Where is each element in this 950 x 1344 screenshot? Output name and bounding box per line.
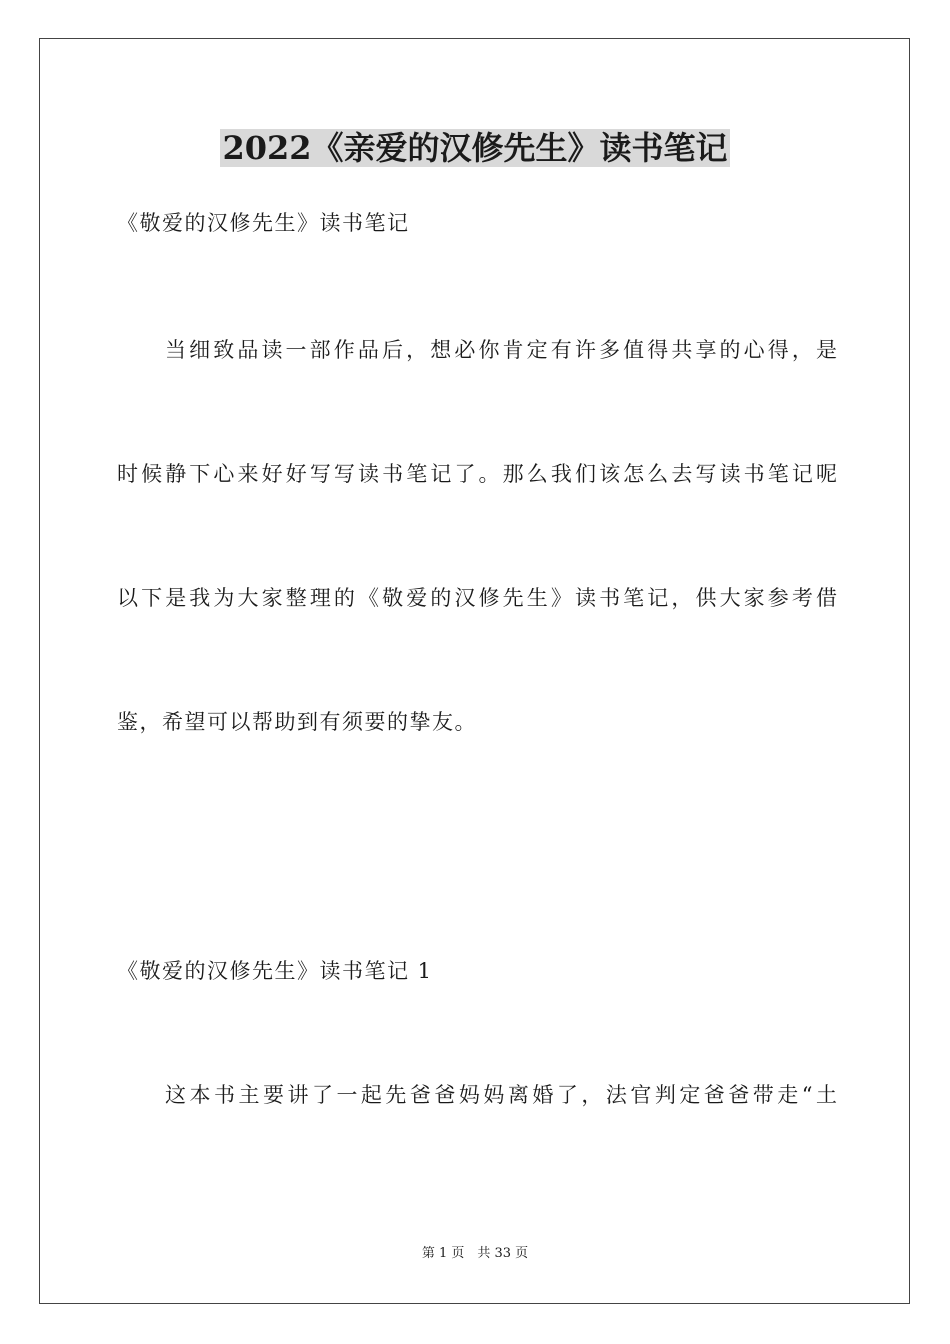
intro-line-3: 以下是我为大家整理的《敬爱的汉修先生》读书笔记，供大家参考借 <box>117 586 837 610</box>
document-title-text: 2022《亲爱的汉修先生》读书笔记 <box>222 129 728 167</box>
intro-line-4: 鉴，希望可以帮助到有须要的挚友。 <box>117 710 477 734</box>
subtitle: 《敬爱的汉修先生》读书笔记 <box>117 211 410 235</box>
section-heading: 《敬爱的汉修先生》读书笔记 1 <box>117 959 433 983</box>
section-line-1: 这本书主要讲了一起先爸爸妈妈离婚了，法官判定爸爸带走“土 <box>165 1083 837 1107</box>
intro-line-2: 时候静下心来好好写写读书笔记了。那么我们该怎么去写读书笔记呢 <box>117 462 837 486</box>
document-title <box>0 126 950 170</box>
page-number: 第 1 页 共 33 页 <box>421 1246 529 1261</box>
intro-line-1: 当细致品读一部作品后，想必你肯定有许多值得共享的心得，是 <box>165 338 837 362</box>
